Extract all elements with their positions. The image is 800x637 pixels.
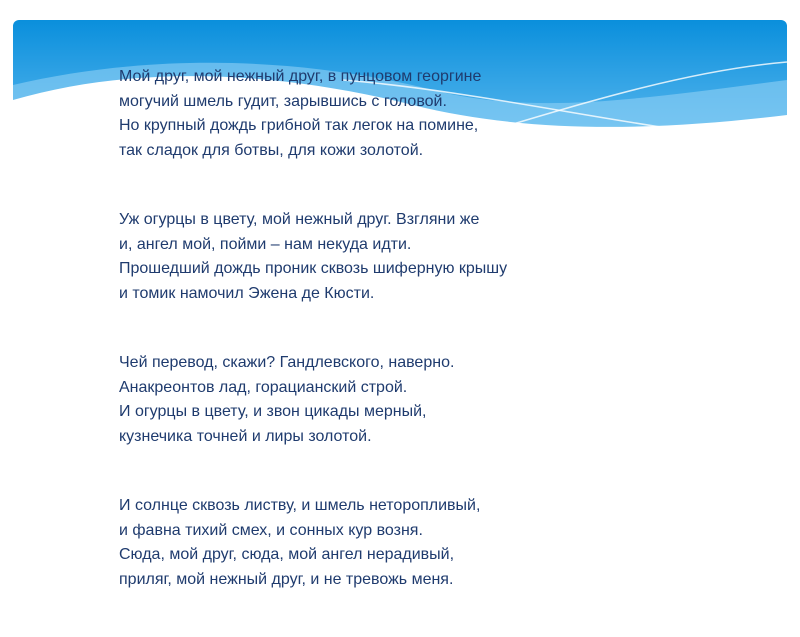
poem-line: и, ангел мой, пойми – нам некуда идти. bbox=[119, 235, 412, 253]
poem-line: кузнечика точней и лиры золотой. bbox=[119, 427, 372, 445]
stanza-1 bbox=[119, 65, 507, 163]
poem-line: Анакреонтов лад, горацианский строй. bbox=[119, 378, 408, 396]
poem-line: И солнце сквозь листву, и шмель неторопливый, bbox=[119, 497, 481, 514]
stanza-2 bbox=[119, 208, 507, 306]
poem-line: Уж огурцы в цвету, мой нежный друг. Взгляни же bbox=[119, 211, 480, 228]
poem-line: Но крупный дождь грибной так легок на помине, bbox=[119, 117, 479, 134]
stanza-4 bbox=[119, 494, 507, 592]
poem-line: Прошедший дождь проник сквозь шиферную крышу bbox=[119, 260, 508, 277]
poem-line: Чей перевод, скажи? Гандлевского, наверно. bbox=[119, 354, 455, 371]
poem-line: так сладок для ботвы, для кожи золотой. bbox=[119, 141, 424, 159]
poem-line: Мой друг, мой нежный друг, в пунцовом георгине bbox=[119, 68, 482, 85]
stanza-3 bbox=[119, 351, 507, 449]
poem-line: приляг, мой нежный друг, и не тревожь меня. bbox=[119, 570, 454, 588]
poem-line: И огурцы в цвету, и звон цикады мерный, bbox=[119, 403, 427, 420]
poem-line: Сюда, мой друг, сюда, мой ангел нерадивый, bbox=[119, 546, 455, 563]
poem-line: и томик намочил Эжена де Кюсти. bbox=[119, 284, 375, 302]
poem-line: могучий шмель гудит, зарывшись с головой. bbox=[119, 92, 447, 110]
poem-text bbox=[119, 65, 507, 637]
poem-line: и фавна тихий смех, и сонных кур возня. bbox=[119, 521, 423, 539]
